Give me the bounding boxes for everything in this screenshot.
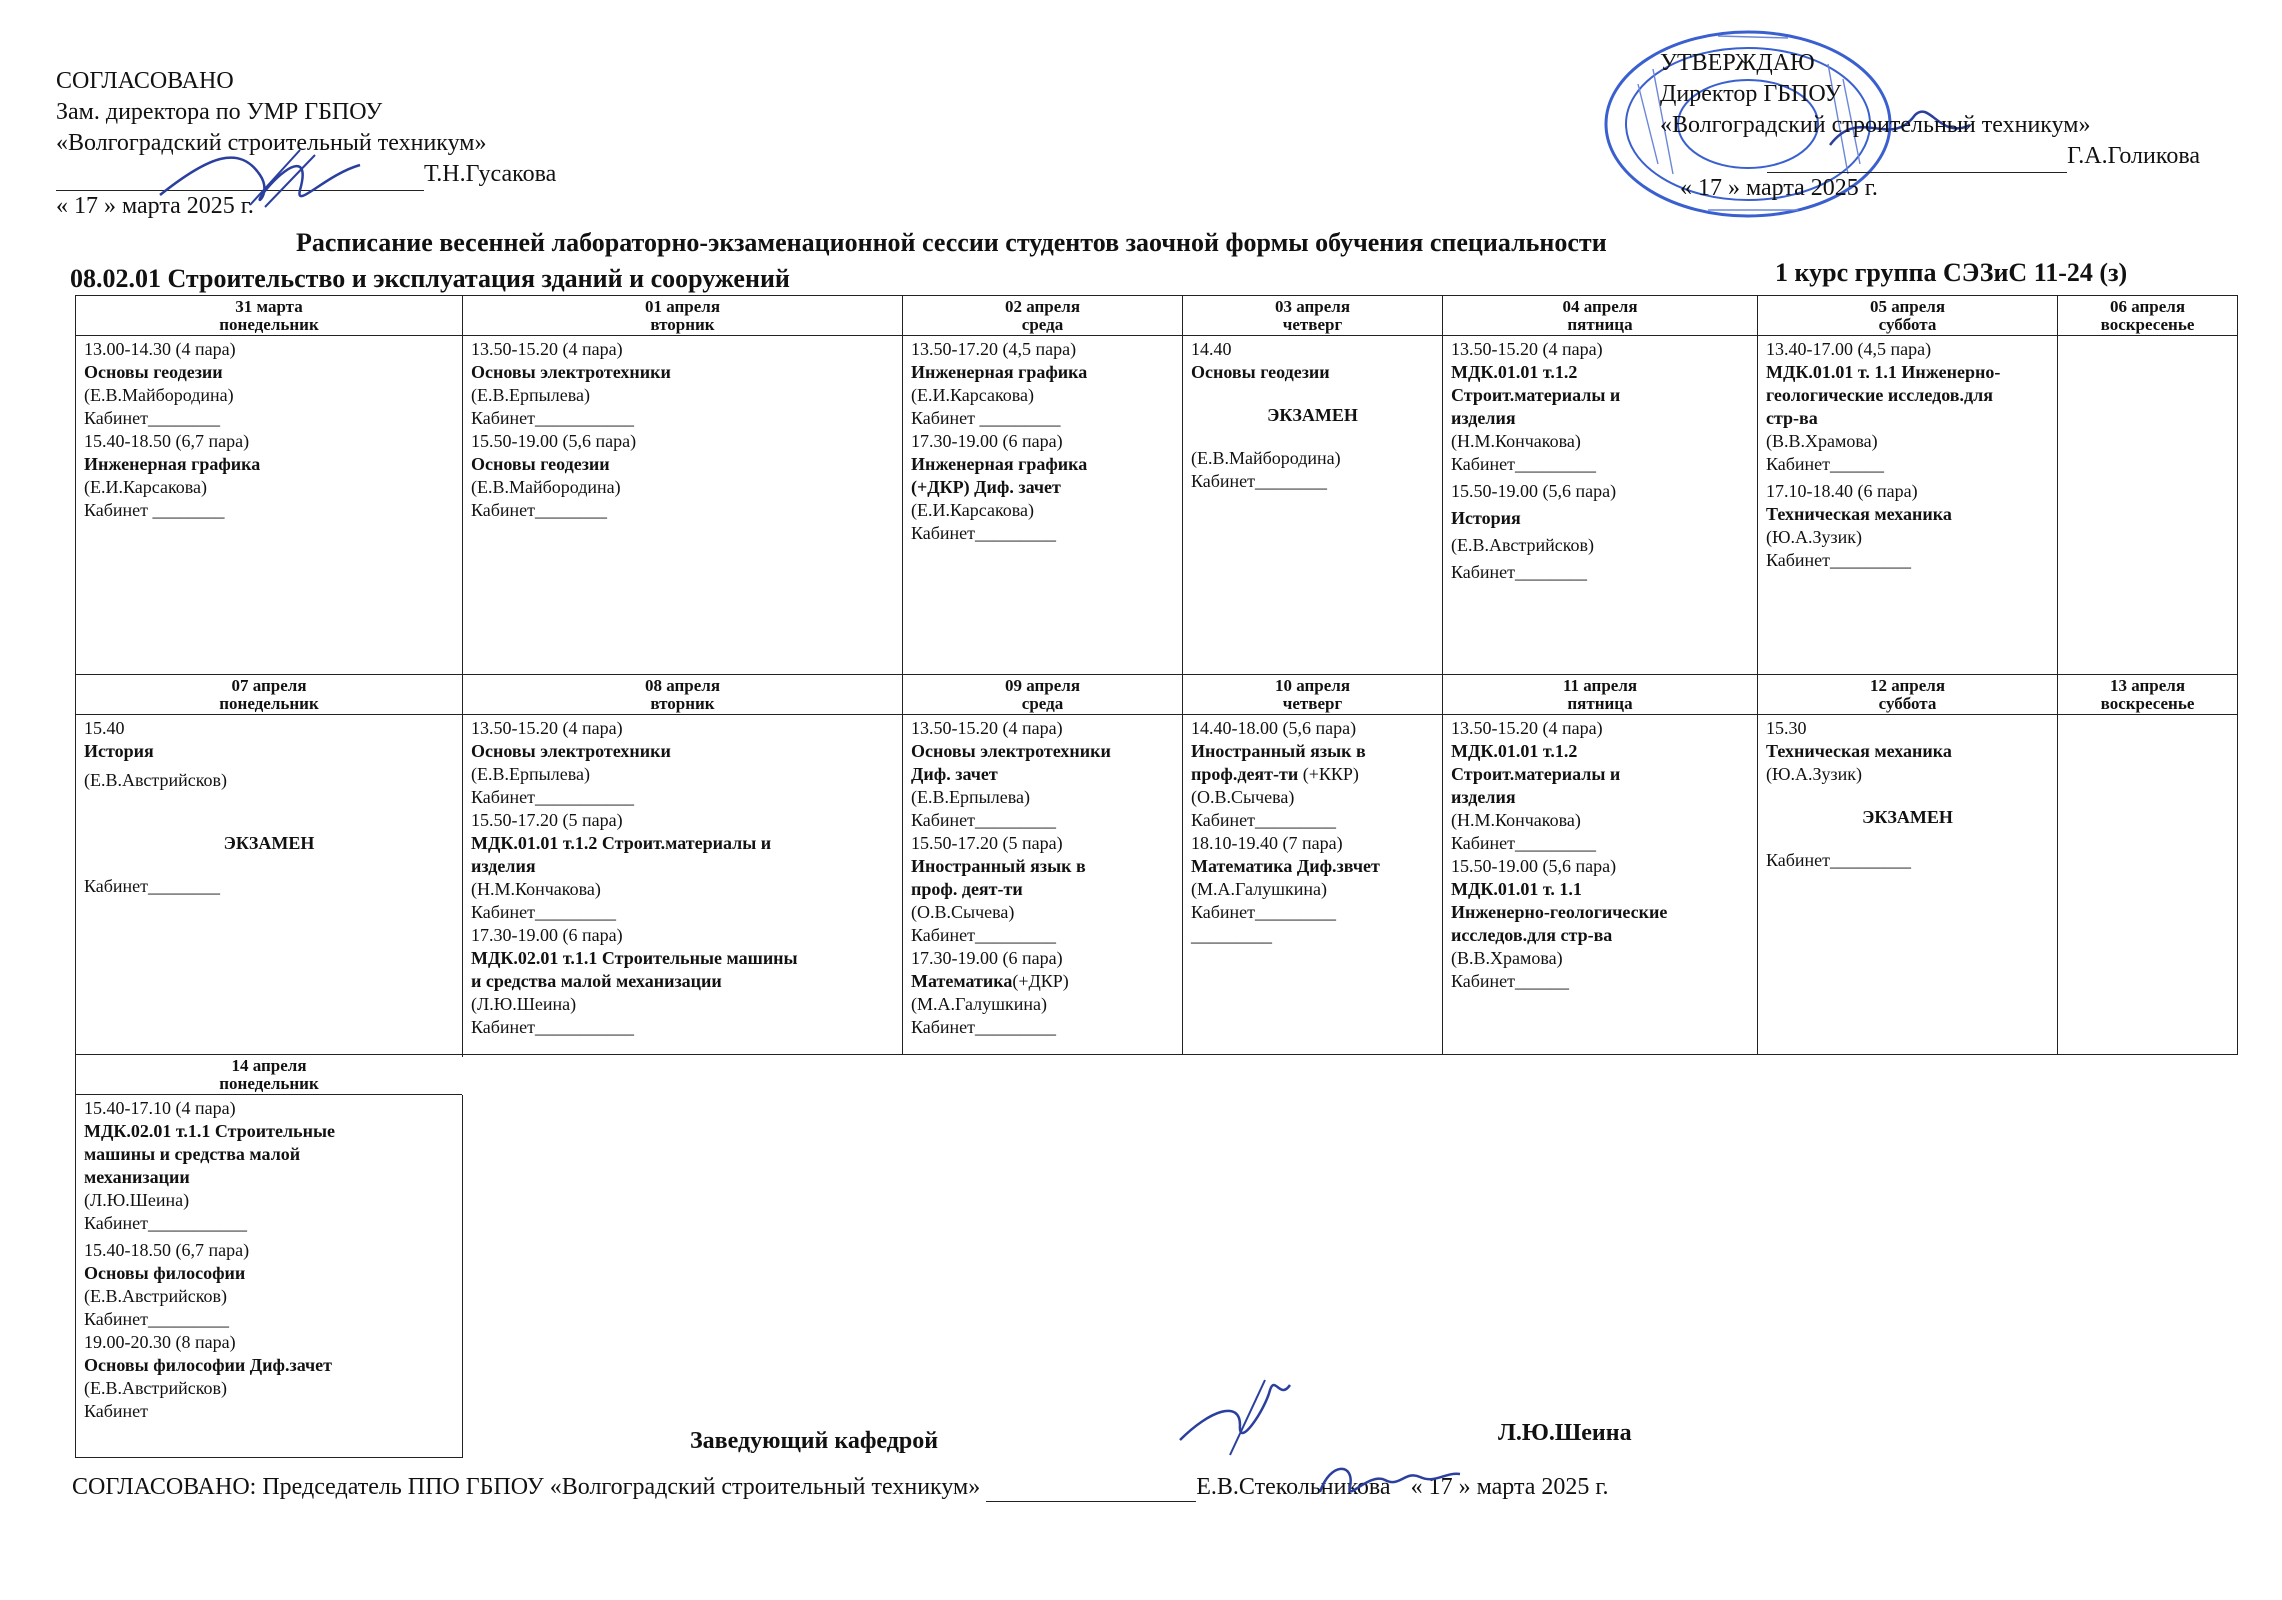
right-approval-block [1660, 48, 2200, 204]
exam-label: ЭКЗАМЕН [223, 833, 315, 853]
schedule-cell: 15.40-17.10 (4 пара) МДК.02.01 т.1.1 Строительные машины и средства малой механизации (Л.Ю.Шеина) Кабинет___________ 15.40-18.50 (6,7 пара) Основы философии (Е.В.Австрийсков) Кабинет_________ 19.00-20.30 (8 пара) Основы философии Диф.зачет (Е.В.Австрийсков) Кабинет [76, 1095, 463, 1458]
head-of-department-name: Л.Ю.Шеина [1498, 1420, 1632, 1446]
day-header: 12 апреля суббота [1758, 675, 2058, 715]
footer-signature-underline [986, 1474, 1196, 1502]
right-approval-line1: Директор ГБПОУ [1660, 81, 1842, 107]
schedule-table [75, 295, 2238, 1458]
page-title: Расписание весенней лабораторно-экзаменационной сессии студентов заочной формы обучения специальности [296, 228, 1607, 257]
right-approval-name: Г.А.Голикова [2067, 143, 2200, 169]
footer-agreed-text: СОГЛАСОВАНО: Председатель ППО ГБПОУ «Волгоградский строительный техникум» [72, 1474, 981, 1500]
schedule-cell: 13.00-14.30 (4 пара) Основы геодезии (Е.В.Майбородина) Кабинет________ 15.40-18.50 (6,7 пара) Инженерная графика (Е.И.Карсакова) Кабинет ________ [76, 336, 463, 675]
schedule-cell: 13.50-15.20 (4 пара) МДК.01.01 т.1.2 Строит.материалы и изделия (Н.М.Кончакова) Кабинет_________ 15.50-19.00 (5,6 пара) МДК.01.01 т. 1.1 Инженерно-геологические исследов.для стр-ва (В.В.Храмова) Кабинет______ [1443, 715, 1758, 1055]
day-header: 10 апреля четверг [1183, 675, 1443, 715]
schedule-cell: 14.40 Основы геодезии ЭКЗАМЕН (Е.В.Майбородина) Кабинет________ [1183, 336, 1443, 675]
footer-agreed-date: « 17 » марта 2025 г. [1410, 1474, 1609, 1500]
exam-label: ЭКЗАМЕН [1267, 405, 1358, 425]
day-header: 03 апреля четверг [1183, 296, 1443, 336]
head-signature-icon [1170, 1370, 1310, 1460]
right-approval-date: « 17 » марта 2025 г. [1680, 175, 1878, 201]
left-approval-date: « 17 » марта 2025 г. [56, 193, 254, 219]
schedule-cell: 13.50-15.20 (4 пара) Основы электротехники Диф. зачет (Е.В.Ерпылева) Кабинет_________ 15.50-17.20 (5 пара) Иностранный язык в проф. деят-ти (О.В.Сычева) Кабинет_________ 17.30-19.00 (6 пара) Математика(+ДКР) (М.А.Галушкина) Кабинет_________ [903, 715, 1183, 1055]
left-approval-label: СОГЛАСОВАНО [56, 68, 234, 94]
schedule-cell-empty [2058, 715, 2238, 1055]
day-header: 02 апреля среда [903, 296, 1183, 336]
right-approval-line2: «Волгоградский строительный техникум» [1660, 112, 2091, 138]
exam-label: ЭКЗАМЕН [1862, 807, 1953, 827]
group-title: 1 курс группа СЭЗиС 11-24 (з) [1775, 258, 2128, 287]
left-approval-line1: Зам. директора по УМР ГБПОУ [56, 99, 383, 125]
schedule-cell: 13.50-15.20 (4 пара) Основы электротехники (Е.В.Ерпылева) Кабинет___________ 15.50-17.20 (5 пара) МДК.01.01 т.1.2 Строит.материалы и изделия (Н.М.Кончакова) Кабинет_________ 17.30-19.00 (6 пара) МДК.02.01 т.1.1 Строительные машины и средства малой механизации (Л.Ю.Шеина) Кабинет___________ [463, 715, 903, 1055]
left-approval-line2: «Волгоградский строительный техникум» [56, 130, 487, 156]
schedule-cell: 13.40-17.00 (4,5 пара) МДК.01.01 т. 1.1 Инженерно- геологические исследов.для стр-ва (В.В.Храмова) Кабинет______ 17.10-18.40 (6 пара) Техническая механика (Ю.А.Зузик) Кабинет_________ [1758, 336, 2058, 675]
footer-signature-icon [1310, 1452, 1470, 1512]
head-of-department-label: Заведующий кафедрой [690, 1428, 939, 1454]
left-approval-name: Т.Н.Гусакова [424, 161, 557, 187]
day-header: 05 апреля суббота [1758, 296, 2058, 336]
day-header: 31 марта понедельник [76, 296, 463, 336]
empty-area [462, 1057, 2241, 1461]
day-header: 08 апреля вторник [463, 675, 903, 715]
day-header: 14 апреля понедельник [76, 1055, 463, 1095]
right-approval-label: УТВЕРЖДАЮ [1660, 50, 1815, 76]
schedule-cell: 13.50-15.20 (4 пара) Основы электротехники (Е.В.Ерпылева) Кабинет___________ 15.50-19.00 (5,6 пара) Основы геодезии (Е.В.Майбородина) Кабинет________ [463, 336, 903, 675]
right-signature-underline [1767, 141, 2067, 173]
day-header: 06 апреля воскресенье [2058, 296, 2238, 336]
schedule-cell: 15.40 История (Е.В.Австрийсков) ЭКЗАМЕН Кабинет________ [76, 715, 463, 1055]
schedule-cell: 14.40-18.00 (5,6 пара) Иностранный язык в проф.деят-ти (+ККР) (О.В.Сычева) Кабинет_________ 18.10-19.40 (7 пара) Математика Диф.звчет (М.А.Галушкина) Кабинет_________ _________ [1183, 715, 1443, 1055]
day-header: 13 апреля воскресенье [2058, 675, 2238, 715]
schedule-cell: 13.50-17.20 (4,5 пара) Инженерная графика (Е.И.Карсакова) Кабинет _________ 17.30-19.00 (6 пара) Инженерная графика (+ДКР) Диф. зачет (Е.И.Карсакова) Кабинет_________ [903, 336, 1183, 675]
right-approval-sign-line [1660, 141, 2200, 173]
schedule-cell: 13.50-15.20 (4 пара) МДК.01.01 т.1.2 Строит.материалы и изделия (Н.М.Кончакова) Кабинет_________ 15.50-19.00 (5,6 пара) История (Е.В.Австрийсков) Кабинет________ [1443, 336, 1758, 675]
day-header: 09 апреля среда [903, 675, 1183, 715]
day-header: 11 апреля пятница [1443, 675, 1758, 715]
day-header: 04 апреля пятница [1443, 296, 1758, 336]
day-header: 01 апреля вторник [463, 296, 903, 336]
schedule-cell-empty [2058, 336, 2238, 675]
day-header: 07 апреля понедельник [76, 675, 463, 715]
left-signature-icon [150, 135, 380, 225]
schedule-cell: 15.30 Техническая механика (Ю.А.Зузик) ЭКЗАМЕН Кабинет_________ [1758, 715, 2058, 1055]
specialty-title: 08.02.01 Строительство и эксплуатация зданий и сооружений [70, 264, 790, 293]
footer-agreed-name: Е.В.Стекольникова [1196, 1474, 1391, 1500]
